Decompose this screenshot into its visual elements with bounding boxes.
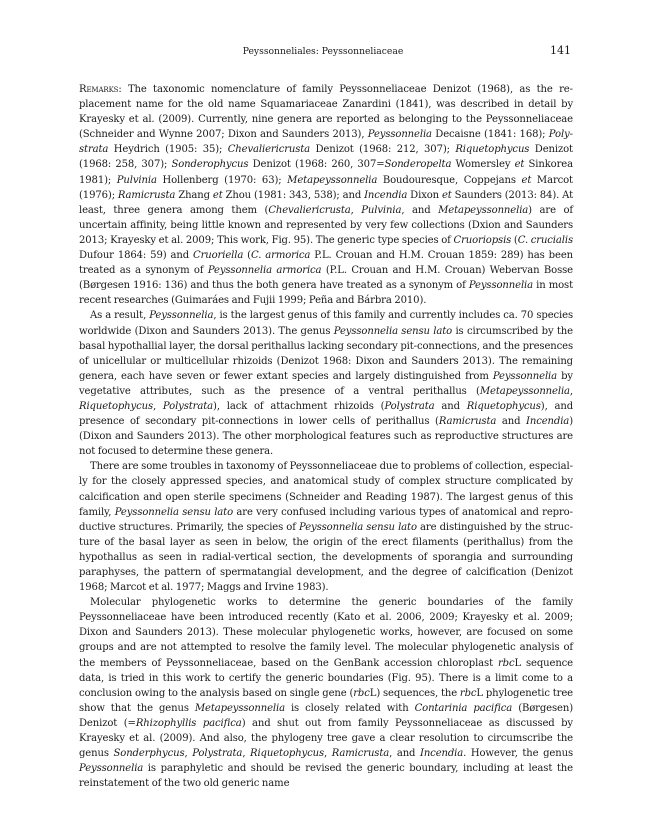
paragraph-text: There are some troubles in taxonomy of Peyssonneliaceae due to problems of collection, especially for the closely appressed species, and anatomical study of complex structure complicated by calcification and open sterile specimens (Schneider and Reading 1987). The largest genus of this family, Peyssonnelia sensu lato are very confused including various types of anatomical and reproductive structures. Primarily, the species of Peyssonnelia sensu lato are distinguished by the structure of the basal layer as seen in below, the origin of the erect filaments (perithallus) from the hypothallus as seen in radial-vertical section, the developments of sporangia and surrounding paraphyses, the pattern of spermatangial development, and the degree of calcification (Denizot 1968; Marcot et al. 1977; Maggs and Irvine 1983). <box>79 461 574 594</box>
remarks-label: Remarks: <box>79 84 122 95</box>
paragraph <box>79 459 573 595</box>
page-number: 141 <box>550 44 571 57</box>
paragraph-remarks <box>79 82 573 308</box>
paragraph-text: Molecular phylogenetic works to determine the generic boundaries of the family Peyssonneliaceae have been introduced recently (Kato et al. 2006, 2009; Krayesky et al. 2009; Dixon and Saunders 2013). These molecular phylogenetic works, however, are focused on some groups and are not attempted to resolve the family level. The molecular phylogenetic analysis of the members of Peyssonneliaceae, based on the GenBank accession chloroplast rbcL sequence data, is tried in this work to certify the generic boundaries (Fig. 95). There is a limit come to a conclusion owing to the analysis based on single gene (rbcL) sequences, the rbcL phylogenetic tree show that the genus Metapeyssonnelia is closely related with Contarinia pacifica (Børgesen) Denizot (=Rhizophyllis pacifica) and shut out from family Peyssonneliaceae as discussed by Krayesky et al. (2009). And also, the phylogeny tree gave a clear resolution to circumscribe the genus Sonderphycus, Polystrata, Riquetophycus, Ramicrusta, and Incendia. However, the genus Peyssonnelia is paraphyletic and should be revised the generic boundary, including at least the reinstatement of the two old generic name <box>79 597 574 790</box>
paragraph-text: The taxonomic nomenclature of family Peyssonneliaceae Denizot (1968), as the replacement name for the old name Squamariaceae Zanardini (1841), was described in detail by Krayesky et al. (2009). Currently, nine genera are reported as belonging to the Peyssonneliaceae (Schneider and Wynne 2007; Dixon and Saunders 2013), Peyssonnelia Decaisne (1841: 168); Polystrata Heydrich (1905: 35); Chevaliericrusta Denizot (1968: 212, 307); Riquetophycus Denizot (1968: 258, 307); Sonderophycus Denizot (1968: 260, 307=Sonderopelta Womersley et Sinkorea 1981); Pulvinia Hollenberg (1970: 63); Metapeyssonnelia Boudouresque, Coppejans et Marcot (1976); Ramicrusta Zhang et Zhou (1981: 343, 538); and Incendia Dixon et Saunders (2013: 84). At least, three genera among them (Chevaliericrusta, Pulvinia, and Metapeyssonnelia) are of uncertain affinity, being little known and represented by very few collections (Dxion and Saunders 2013; Krayesky et al. 2009; This work, Fig. 95). The generic type species of Cruoriopsis (C. crucialis Dufour 1864: 59) and Cruoriella (C. armorica P.L. Crouan and H.M. Crouan 1859: 289) has been treated as a synonym of Peyssonnelia armorica (P.L. Crouan and H.M. Crouan) Webervan Bosse (Børgesen 1916: 136) and thus the both genera have treated as a synonym of Peyssonnelia in most recent researches (Guimaráes and Fujii 1999; Peña and Bárbra 2010). <box>79 84 574 307</box>
paragraph-text: As a result, Peyssonnelia, is the largest genus of this family and currently includes ca. 70 species worldwide (Dixon and Saunders 2013). The genus Peyssonnelia sensu lato is circumscribed by the basal hypothallial layer, the dorsal perithallus lacking secondary pit-connections, and the presences of unicellular or multicellular rhizoids (Denizot 1968: Dixon and Saunders 2013). The remaining genera, each have seven or fewer extant species and largely distinguished from Peyssonnelia by vegetative attributes, such as the presence of a ventral perithallus (Metapeyssonnelia, Riquetophycus, Polystrata), lack of attachment rhizoids (Polystrata and Riquetophycus), and presence of secondary pit-connections in lower cells of perithallus (Ramicrusta and Incendia) (Dixon and Saunders 2013). The other morphological features such as reproductive structures are not focused to determine these genera. <box>79 310 574 458</box>
body-text <box>79 82 573 791</box>
running-head: Peyssonneliales: Peyssonneliaceae <box>242 46 404 57</box>
paragraph <box>79 308 573 459</box>
paragraph <box>79 595 573 791</box>
